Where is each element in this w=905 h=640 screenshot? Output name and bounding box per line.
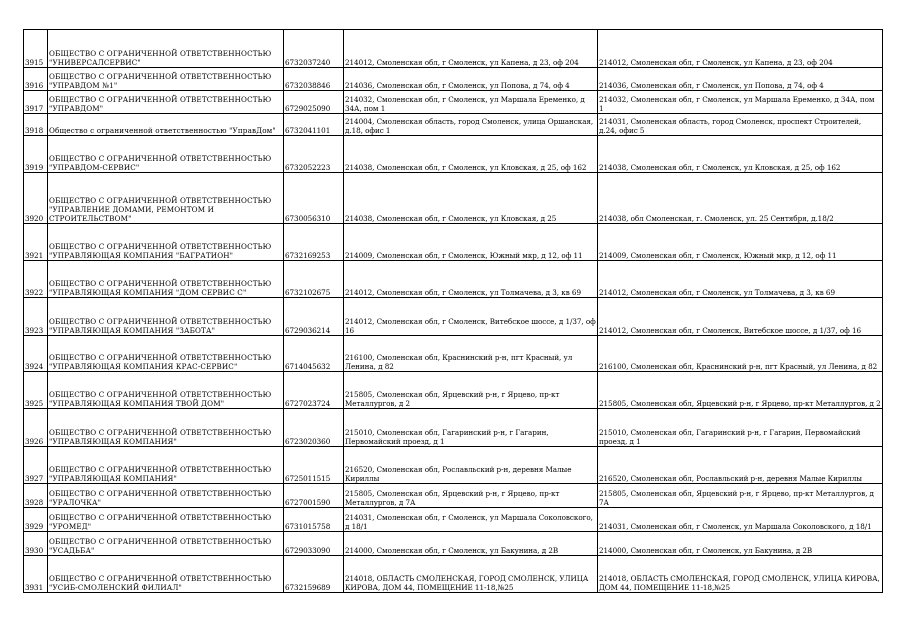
legal-address-cell: 214038, Смоленская обл, г Смоленск, ул Кловская, д 25, оф 162 bbox=[344, 136, 598, 173]
inn-cell: 6723020360 bbox=[284, 409, 344, 447]
inn-cell: 6727023724 bbox=[284, 372, 344, 409]
table-row bbox=[24, 484, 883, 508]
inn-cell: 6729036214 bbox=[284, 298, 344, 336]
actual-address-cell: 214012, Смоленская обл, г Смоленск, ул Толмачева, д 3, кв 69 bbox=[598, 261, 883, 298]
actual-address-cell: 215010, Смоленская обл, Гагаринский р-н, г Гагарин, Первомайский проезд, д 1 bbox=[598, 409, 883, 447]
organization-name: ОБЩЕСТВО С ОГРАНИЧЕННОЙ ОТВЕТСТВЕННОСТЬЮ "УПРАВЛЯЮЩАЯ КОМПАНИЯ" bbox=[48, 447, 284, 484]
row-number: 3929 bbox=[24, 508, 48, 532]
table-row bbox=[24, 372, 883, 409]
actual-address-cell: 214000, Смоленская обл, г Смоленск, ул Бакунина, д 2В bbox=[598, 532, 883, 556]
row-number: 3923 bbox=[24, 298, 48, 336]
table-row bbox=[24, 508, 883, 532]
actual-address-cell: 214031, Смоленская обл, г Смоленск, ул Маршала Соколовского, д 18/1 bbox=[598, 508, 883, 532]
legal-address-cell: 214012, Смоленская обл, г Смоленск, Витебское шоссе, д 1/37, оф 16 bbox=[344, 298, 598, 336]
legal-address-cell: 214012, Смоленская обл, г Смоленск, ул Толмачева, д 3, кв 69 bbox=[344, 261, 598, 298]
legal-address-cell: 214031, Смоленская обл, г Смоленск, ул Маршала Соколовского, д 18/1 bbox=[344, 508, 598, 532]
organization-name: ОБЩЕСТВО С ОГРАНИЧЕННОЙ ОТВЕТСТВЕННОСТЬЮ "УПРАВЛЯЮЩАЯ КОМПАНИЯ "ЗАБОТА" bbox=[48, 298, 284, 336]
organization-name: ОБЩЕСТВО С ОГРАНИЧЕННОЙ ОТВЕТСТВЕННОСТЬЮ "УПРАВДОМ №1" bbox=[48, 68, 284, 91]
actual-address-cell: 215805, Смоленская обл, Ярцевский р-н, г Ярцево, пр-кт Металлургов, д 7А bbox=[598, 484, 883, 508]
row-number: 3915 bbox=[24, 30, 48, 68]
actual-address-cell: 214038, Смоленская обл, г Смоленск, ул Кловская, д 25, оф 162 bbox=[598, 136, 883, 173]
organization-name: ОБЩЕСТВО С ОГРАНИЧЕННОЙ ОТВЕТСТВЕННОСТЬЮ "УСИБ-СМОЛЕНСКИЙ ФИЛИАЛ" bbox=[48, 556, 284, 593]
organization-name: ОБЩЕСТВО С ОГРАНИЧЕННОЙ ОТВЕТСТВЕННОСТЬЮ "УНИВЕРСАЛСЕРВИС" bbox=[48, 30, 284, 68]
legal-address-cell: 214032, Смоленская обл, г Смоленск, ул Маршала Еременко, д 34А, пом 1 bbox=[344, 91, 598, 114]
row-number: 3925 bbox=[24, 372, 48, 409]
organization-name: ОБЩЕСТВО С ОГРАНИЧЕННОЙ ОТВЕТСТВЕННОСТЬЮ "УСАДЬБА" bbox=[48, 532, 284, 556]
legal-address-cell: 214018, ОБЛАСТЬ СМОЛЕНСКАЯ, ГОРОД СМОЛЕНСК, УЛИЦА КИРОВА, ДОМ 44, ПОМЕЩЕНИЕ 11-18,№25 bbox=[344, 556, 598, 593]
legal-address-cell: 215805, Смоленская обл, Ярцевский р-н, г Ярцево, пр-кт Металлургов, д 7А bbox=[344, 484, 598, 508]
inn-cell: 6729025090 bbox=[284, 91, 344, 114]
inn-cell: 6730056310 bbox=[284, 173, 344, 224]
actual-address-cell: 214031, Смоленская область, город Смоленск, проспект Строителей, д.24, офис 5 bbox=[598, 114, 883, 136]
row-number: 3926 bbox=[24, 409, 48, 447]
row-number: 3924 bbox=[24, 336, 48, 372]
actual-address-cell: 215805, Смоленская обл, Ярцевский р-н, г Ярцево, пр-кт Металлургов, д 2 bbox=[598, 372, 883, 409]
legal-address-cell: 214004, Смоленская область, город Смоленск, улица Оршанская, д.18, офис 1 bbox=[344, 114, 598, 136]
inn-cell: 6732037240 bbox=[284, 30, 344, 68]
legal-address-cell: 214000, Смоленская обл, г Смоленск, ул Бакунина, д 2В bbox=[344, 532, 598, 556]
table-row bbox=[24, 532, 883, 556]
inn-cell: 6732102675 bbox=[284, 261, 344, 298]
row-number: 3927 bbox=[24, 447, 48, 484]
row-number: 3931 bbox=[24, 556, 48, 593]
legal-address-cell: 216520, Смоленская обл, Рославльский р-н, деревня Малые Кириллы bbox=[344, 447, 598, 484]
actual-address-cell: 214032, Смоленская обл, г Смоленск, ул Маршала Еременко, д 34А, пом 1 bbox=[598, 91, 883, 114]
organizations-table bbox=[23, 29, 883, 593]
table-row bbox=[24, 261, 883, 298]
row-number: 3916 bbox=[24, 68, 48, 91]
table-row bbox=[24, 91, 883, 114]
actual-address-cell: 214012, Смоленская обл, г Смоленск, Витебское шоссе, д 1/37, оф 16 bbox=[598, 298, 883, 336]
inn-cell: 6732052223 bbox=[284, 136, 344, 173]
actual-address-cell: 214009, Смоленская обл, г Смоленск, Южный мкр, д 12, оф 11 bbox=[598, 224, 883, 261]
organizations-table-body bbox=[24, 30, 883, 593]
legal-address-cell: 214012, Смоленская обл, г Смоленск, ул Капена, д 23, оф 204 bbox=[344, 30, 598, 68]
row-number: 3918 bbox=[24, 114, 48, 136]
organization-name: ОБЩЕСТВО С ОГРАНИЧЕННОЙ ОТВЕТСТВЕННОСТЬЮ "УПРАВЛЯЮЩАЯ КОМПАНИЯ" bbox=[48, 409, 284, 447]
row-number: 3920 bbox=[24, 173, 48, 224]
legal-address-cell: 214009, Смоленская обл, г Смоленск, Южный мкр, д 12, оф 11 bbox=[344, 224, 598, 261]
organization-name: ОБЩЕСТВО С ОГРАНИЧЕННОЙ ОТВЕТСТВЕННОСТЬЮ "УПРАВЛЯЮЩАЯ КОМПАНИЯ КРАС-СЕРВИС" bbox=[48, 336, 284, 372]
table-row bbox=[24, 30, 883, 68]
inn-cell: 6725011515 bbox=[284, 447, 344, 484]
row-number: 3922 bbox=[24, 261, 48, 298]
table-row bbox=[24, 409, 883, 447]
inn-cell: 6732159689 bbox=[284, 556, 344, 593]
organization-name: Общество с ограниченной ответственностью "УправДом" bbox=[48, 114, 284, 136]
inn-cell: 6729033090 bbox=[284, 532, 344, 556]
legal-address-cell: 215805, Смоленская обл, Ярцевский р-н, г Ярцево, пр-кт Металлургов, д 2 bbox=[344, 372, 598, 409]
table-row bbox=[24, 224, 883, 261]
table-row bbox=[24, 136, 883, 173]
organization-name: ОБЩЕСТВО С ОГРАНИЧЕННОЙ ОТВЕТСТВЕННОСТЬЮ "УПРАВДОМ" bbox=[48, 91, 284, 114]
inn-cell: 6732041101 bbox=[284, 114, 344, 136]
row-number: 3928 bbox=[24, 484, 48, 508]
table-row bbox=[24, 173, 883, 224]
row-number: 3917 bbox=[24, 91, 48, 114]
table-row bbox=[24, 68, 883, 91]
organization-name: ОБЩЕСТВО С ОГРАНИЧЕННОЙ ОТВЕТСТВЕННОСТЬЮ "УРАЛОЧКА" bbox=[48, 484, 284, 508]
legal-address-cell: 214036, Смоленская обл, г Смоленск, ул Попова, д 74, оф 4 bbox=[344, 68, 598, 91]
actual-address-cell: 216520, Смоленская обл, Рославльский р-н, деревня Малые Кириллы bbox=[598, 447, 883, 484]
legal-address-cell: 216100, Смоленская обл, Краснинский р-н, пгт Красный, ул Ленина, д 82 bbox=[344, 336, 598, 372]
organization-name: ОБЩЕСТВО С ОГРАНИЧЕННОЙ ОТВЕТСТВЕННОСТЬЮ "УПРАВЛЯЮЩАЯ КОМПАНИЯ "БАГРАТИОН" bbox=[48, 224, 284, 261]
organization-name: ОБЩЕСТВО С ОГРАНИЧЕННОЙ ОТВЕТСТВЕННОСТЬЮ "УПРАВЛЯЮЩАЯ КОМПАНИЯ "ДОМ СЕРВИС С" bbox=[48, 261, 284, 298]
actual-address-cell: 216100, Смоленская обл, Краснинский р-н, пгт Красный, ул Ленина, д 82 bbox=[598, 336, 883, 372]
organization-name: ОБЩЕСТВО С ОГРАНИЧЕННОЙ ОТВЕТСТВЕННОСТЬЮ "УПРАВЛЕНИЕ ДОМАМИ, РЕМОНТОМ И СТРОИТЕЛЬСТВОМ" bbox=[48, 173, 284, 224]
row-number: 3919 bbox=[24, 136, 48, 173]
table-row bbox=[24, 447, 883, 484]
inn-cell: 6731015758 bbox=[284, 508, 344, 532]
inn-cell: 6732169253 bbox=[284, 224, 344, 261]
actual-address-cell: 214012, Смоленская обл, г Смоленск, ул Капена, д 23, оф 204 bbox=[598, 30, 883, 68]
actual-address-cell: 214036, Смоленская обл, г Смоленск, ул Попова, д 74, оф 4 bbox=[598, 68, 883, 91]
actual-address-cell: 214018, ОБЛАСТЬ СМОЛЕНСКАЯ, ГОРОД СМОЛЕНСК, УЛИЦА КИРОВА, ДОМ 44, ПОМЕЩЕНИЕ 11-18,№25 bbox=[598, 556, 883, 593]
table-row bbox=[24, 556, 883, 593]
legal-address-cell: 215010, Смоленская обл, Гагаринский р-н, г Гагарин, Первомайский проезд, д 1 bbox=[344, 409, 598, 447]
row-number: 3921 bbox=[24, 224, 48, 261]
table-row bbox=[24, 298, 883, 336]
inn-cell: 6732038846 bbox=[284, 68, 344, 91]
legal-address-cell: 214038, Смоленская обл, г Смоленск, ул Кловская, д 25 bbox=[344, 173, 598, 224]
inn-cell: 6727001590 bbox=[284, 484, 344, 508]
organization-name: ОБЩЕСТВО С ОГРАНИЧЕННОЙ ОТВЕТСТВЕННОСТЬЮ "УПРАВДОМ-СЕРВИС" bbox=[48, 136, 284, 173]
organization-name: ОБЩЕСТВО С ОГРАНИЧЕННОЙ ОТВЕТСТВЕННОСТЬЮ "УПРАВЛЯЮЩАЯ КОМПАНИЯ ТВОЙ ДОМ" bbox=[48, 372, 284, 409]
organization-name: ОБЩЕСТВО С ОГРАНИЧЕННОЙ ОТВЕТСТВЕННОСТЬЮ "УРОМЕД" bbox=[48, 508, 284, 532]
table-row bbox=[24, 114, 883, 136]
inn-cell: 6714045632 bbox=[284, 336, 344, 372]
table-row bbox=[24, 336, 883, 372]
actual-address-cell: 214038, обл Смоленская, г. Смоленск, ул. 25 Сентября, д.18/2 bbox=[598, 173, 883, 224]
row-number: 3930 bbox=[24, 532, 48, 556]
